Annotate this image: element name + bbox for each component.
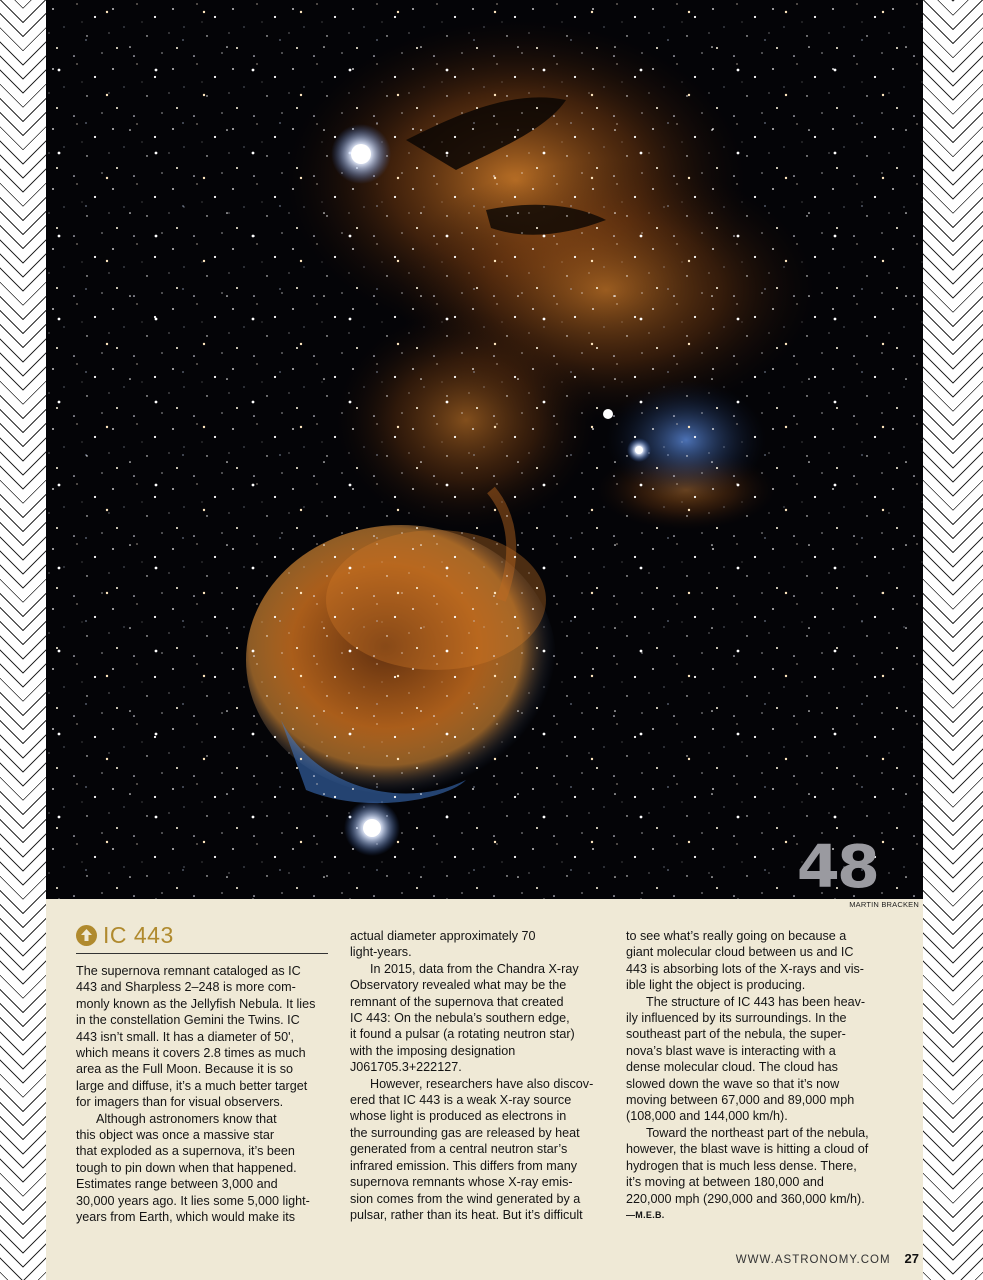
paragraph: actual diameter approximately 70 light-years. [350,929,536,960]
jellyfish-nebula-image [46,0,923,899]
paragraph: to see what’s really going on because a giant molecular cloud between us and IC 443 is absorbing lots of the X-rays and vis- ible light the object is producing. [626,929,865,993]
article-panel [46,911,923,1280]
paragraph: The supernova remnant cataloged as IC 443 and Sharpless 2–248 is more com- monly known as the Jellyfish Nebula. It lies in the constellation Gemini the Twins. IC 443 isn’t small. It has a diameter of 50', which means it covers 2.8 times as much area as the Full Moon. Because it is so large and diffuse, it’s a much better target for imagers than for visual observers. [76,964,316,1110]
text-column-2 [350,928,608,1223]
article-title: IC 443 [103,922,174,948]
photo-credit: MARTIN BRACKEN [46,899,923,911]
page-footer [736,1251,919,1266]
right-chevron-border [923,0,983,1280]
text-column-1 [76,963,331,1226]
article-heading [76,923,328,954]
paragraph: Although astronomers know that this object was once a massive star that exploded as a supernova, it’s been tough to pin down when that happened. Estimates range between 3,000 and 30,000 years ago. It lies some 5,000 light- years from Earth, which would make its [76,1111,310,1225]
website-url: WWW.ASTRONOMY.COM [735,1254,891,1266]
paragraph: In 2015, data from the Chandra X-ray Observatory revealed what may be the remnant of the supernova that created IC 443: On the nebula’s southern edge, it found a pulsar (a rotating neutron star) with the imposing designation J061705.3+222127. [350,961,579,1075]
author-signoff: —M.E.B. [626,1209,665,1220]
nebula-photo [46,0,923,899]
photo-number-overlay: 48 [796,831,877,899]
paragraph: The structure of IC 443 has been heav- ily influenced by its surroundings. In the southeast part of the nebula, the super- nova’s blast wave is interacting with a dense molecular cloud. The cloud has slowed down the wave so that it’s now moving between 67,000 and 89,000 mph (108,000 and 144,000 km/h). [626,994,866,1124]
paragraph: However, researchers have also discov- ered that IC 443 is a weak X-ray source whose light is produced as electrons in the surrounding gas are released by heat generated from a central neutron star’s infrared emission. This differs from many supernova remnants whose X-ray emis- sion comes from the wind generated by a pulsar, rather than its heat. But it’s difficult [350,1076,594,1222]
paragraph: Toward the northeast part of the nebula, however, the blast wave is hitting a cloud of hydrogen that is much less dense. There, it’s moving at between 180,000 and 220,000 mph (290,000 and 360,000 km/h). [626,1125,869,1206]
text-column-3 [626,928,886,1223]
up-arrow-circle-icon [76,925,97,946]
left-chevron-border [0,0,46,1280]
page-number: 27 [904,1251,919,1266]
